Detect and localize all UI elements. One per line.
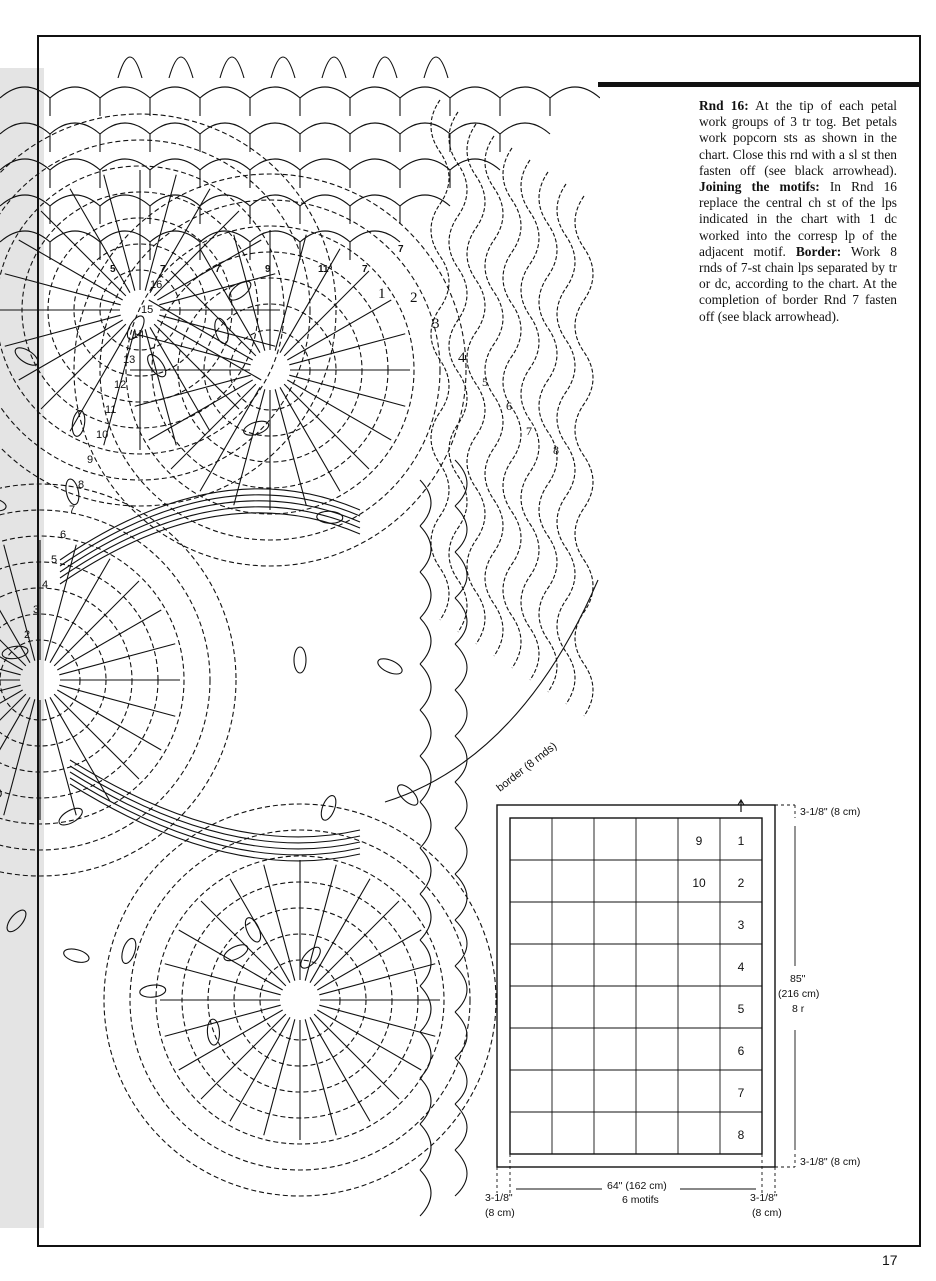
radial-spoke [54,581,139,666]
popcorn-stitch [4,907,30,935]
popcorn-stitch [144,352,169,380]
radial-spoke [284,271,369,356]
petal-round-number: 7 [69,504,76,516]
popcorn-stitch [119,937,138,965]
left-margin-inches: 3-1/8" [485,1192,513,1204]
radial-spoke [0,690,23,750]
radial-spoke [0,610,23,670]
layout-grid-lines [510,818,762,1154]
motif-number: 3 [737,918,745,932]
petal-round-number: 6 [60,529,67,541]
radial-spoke [154,324,239,409]
round-number: 8 [553,443,559,457]
border-round [575,196,593,716]
popcorn-stitch [242,418,270,437]
radial-spoke [201,901,286,986]
popcorn-stitch [226,278,254,304]
petal-round-number: 5 [51,554,58,566]
popcorn-stitch [376,656,405,678]
popcorn-stitch [0,496,7,513]
petal-round-number: 9 [87,454,94,466]
chain-loop-row [0,195,450,206]
border-scallop [455,736,467,782]
border-scallop [420,572,431,618]
border-scallop [420,710,431,756]
radial-spoke [171,384,256,469]
rnd16-text: At the tip of each petal work groups of 3 tr tog. Bet petals work popcorn sts as shown in the chart. Close this rnd with a sl st then fasten off (see black arrowhead). [699,98,898,178]
dimension-lines [497,805,795,1193]
border-scallop [455,782,467,828]
width-label: 64" (162 cm) [607,1180,667,1192]
radial-spoke [0,694,26,779]
motif-number: 10 [692,876,706,890]
petal-round-number: 12 [114,379,127,391]
motif-number: 9 [695,834,703,848]
popcorn-stitch [294,647,306,673]
chain-loop-row [0,159,500,170]
border-scallop [455,460,467,506]
border-scallop [455,552,467,598]
picot [424,57,448,78]
radial-spoke [41,211,126,296]
border-scallop [420,894,431,940]
picot [373,57,397,78]
radial-spoke [171,271,256,356]
width-count-label: 6 motifs [622,1194,659,1206]
radial-spoke [154,211,239,296]
petal-round-number: 14 [132,329,145,341]
border-scallop [420,940,431,986]
radial-spoke [314,901,399,986]
rnd16-heading: Rnd 16: [699,98,749,113]
petal-round-number: 10 [96,429,109,441]
height-inches-label: 85" [790,973,806,985]
chain-loop-row [0,87,600,98]
petal-round-number: 13 [123,354,136,366]
layout-motif-numbers [692,834,744,1142]
border-scallop [420,1078,431,1124]
picot [271,57,295,78]
dimension-solid-lines [516,800,795,1189]
petal-round-number: 2 [24,629,31,641]
top-round-number: 7 [398,244,404,255]
picot [118,57,142,78]
border-text: Work 8 rnds of 7-st chain lps separated by tr or dc, according to the chart. At the completion of border Rnd 7 fasten off (see black arrowhead). [699,243,897,324]
border-scallop [420,756,431,802]
motif-number: 4 [737,960,745,974]
border-round [539,172,557,692]
popcorn-stitch [12,344,40,368]
round-number: 4 [458,350,466,366]
radial-spoke [201,1014,286,1099]
border-scallop [420,986,431,1032]
border-label: border (8 rnds) [494,740,560,795]
border-scallop [455,1150,467,1196]
round-number: 7 [526,424,532,438]
border-heading: Border: [795,243,842,259]
joining-text: In Rnd 16 replace the central ch st of the lps indicated in the chart with 1 dc worked into the corresp lp of the adjacent motif. [699,179,897,259]
assembly-layout-diagram [490,798,910,1238]
motif-number: 2 [737,876,745,890]
border-scallop [420,526,431,572]
motif-number: 6 [737,1044,745,1058]
border-round [449,112,467,632]
popcorn-stitch [56,805,85,828]
petal-round-number: 15 [141,304,154,316]
motif-number: 1 [737,834,745,848]
top-round-number: 5 [110,264,116,275]
popcorn-stitch [62,947,90,965]
picot [322,57,346,78]
popcorn-stitch [139,984,166,999]
height-count-label: 8 r [792,1003,805,1015]
motif-number: 8 [737,1128,745,1142]
top-round-number: 7 [160,264,166,275]
motif-number: 7 [737,1086,745,1100]
top-round-number: 7 [215,264,221,275]
border-scallop [420,1124,431,1170]
round-number: 5 [482,375,488,389]
border-scallop [455,1012,467,1058]
heading-rule [598,82,921,87]
popcorn-stitch [318,794,339,823]
border-scallop [455,690,467,736]
petal-round-number: 11 [105,404,117,416]
border-scallop [455,874,467,920]
petal-round-number: 4 [42,579,49,591]
border-scallop [420,802,431,848]
top-round-number: 9 [265,264,271,275]
round-number: 1 [378,286,386,302]
border-scallop [455,966,467,1012]
page-number: 17 [882,1252,898,1268]
radial-spoke [0,697,30,801]
chain-arc [70,760,360,837]
border-scallop [420,664,431,710]
border-scallop [420,618,431,664]
radial-spoke [314,1014,399,1099]
right-margin-cm: (8 cm) [752,1207,782,1219]
round-number: 6 [506,399,512,413]
border-scallop [455,1104,467,1150]
border-round [485,136,503,656]
border-scallop [420,480,431,526]
chain-arc [70,778,360,855]
bottom-margin-label: 3-1/8" (8 cm) [800,1156,861,1168]
border-round [521,160,539,680]
chain-arc [70,784,360,861]
joining-heading: Joining the motifs: [699,179,820,195]
border-scallop [455,828,467,874]
radial-spoke [0,581,26,666]
motif-number: 5 [737,1002,745,1016]
chain-loop-row [0,123,550,134]
popcorn-stitch [297,944,323,971]
right-margin-inches: 3-1/8" [750,1192,778,1204]
radial-spoke [54,694,139,779]
radial-spoke [41,324,126,409]
round-number: 2 [410,290,418,306]
radial-spoke [284,384,369,469]
chain-arc [70,772,360,849]
popcorn-stitch [0,776,4,801]
top-margin-label: 3-1/8" (8 cm) [800,806,861,818]
petal-round-number: 8 [78,479,85,491]
border-scallop [420,848,431,894]
height-cm-label: (216 cm) [778,988,820,1000]
border-leader-line [385,580,598,802]
picot [169,57,193,78]
round-number: 3 [432,316,440,332]
popcorn-stitch [394,782,421,809]
petal-round-number: 3 [33,604,40,616]
border-scallop [455,598,467,644]
border-scallop [455,644,467,690]
instructions-text [699,98,897,325]
top-round-number: 11 [318,264,329,275]
border-round [557,184,575,704]
picot [220,57,244,78]
top-round-number: 7 [362,264,368,275]
petal-round-number: 16 [150,279,163,291]
border-scallop [420,1170,431,1216]
popcorn-stitch [242,916,264,945]
left-margin-cm: (8 cm) [485,1207,515,1219]
